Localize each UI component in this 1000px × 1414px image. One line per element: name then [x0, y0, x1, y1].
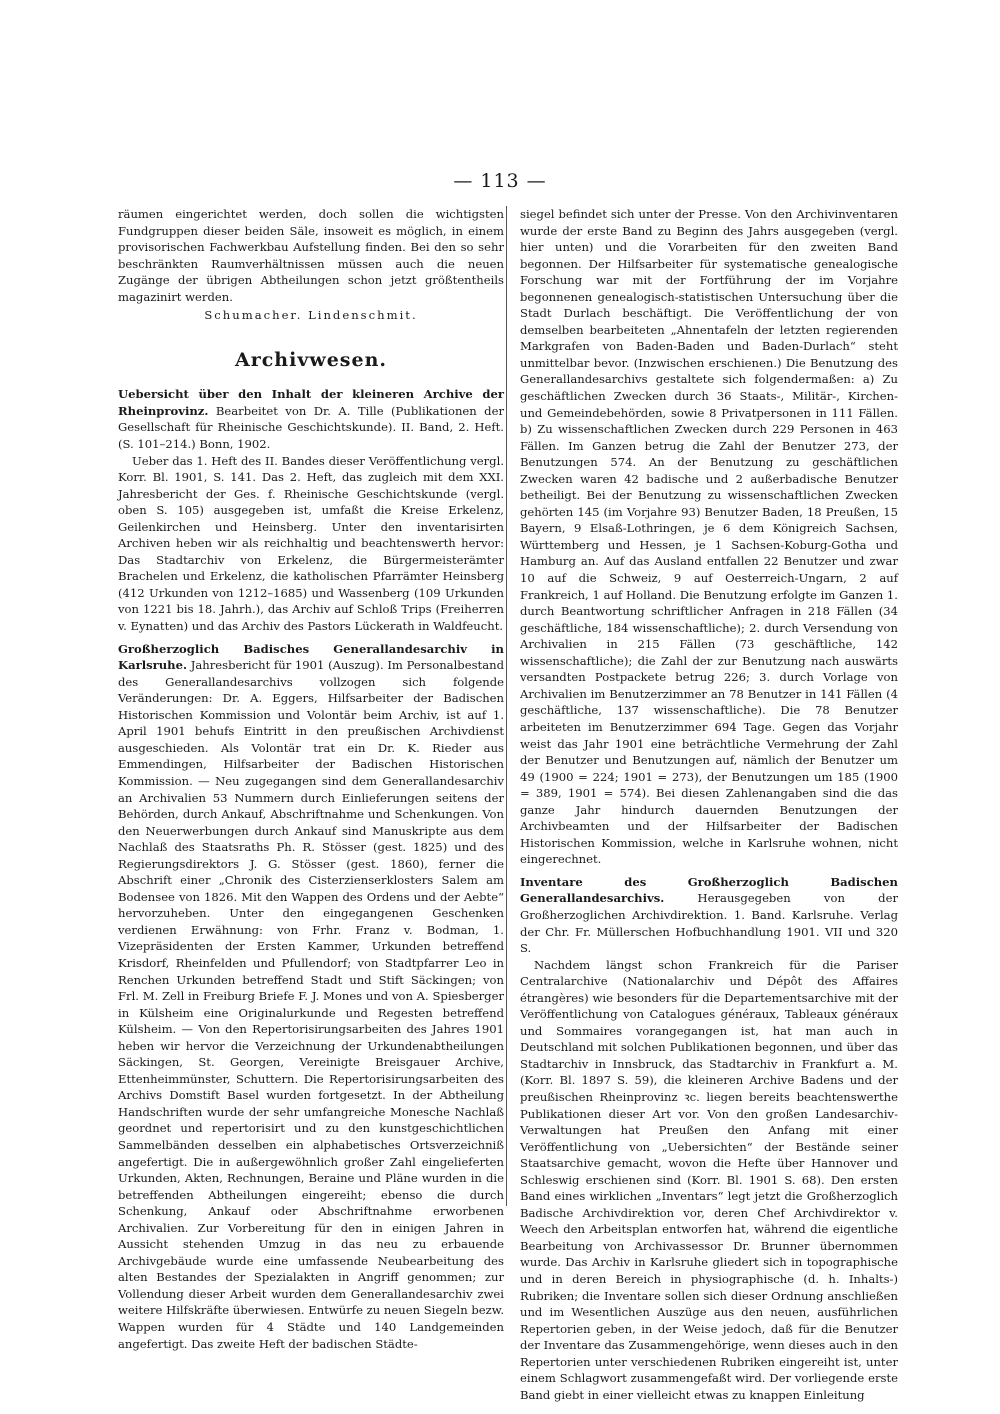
- article-3-heading: [520, 874, 898, 957]
- column-divider: [506, 206, 507, 1206]
- right-column: [512, 206, 898, 1403]
- article-2-body: Jahresbericht für 1901 (Auszug). Im Personalbestand des Generallandesarchivs vollzogen sich folgende Veränderungen: Dr. A. Eggers, Hilfsarbeiter der Badischen Historischen Kommission und Volontär beim Archiv, ist auf 1. April 1901 behufs Eintritt in den preußischen Archivdienst ausgeschieden. Als Volontär trat ein Dr. K. Rieder aus Emmendingen, Hilfsarbeiter der Badischen Historischen Kommission. — Neu zugegangen sind dem Generallandesarchiv an Archivalien 53 Nummern durch Einlieferungen seitens der Behörden, durch Ankauf, Abschriftnahme und Schenkungen. Von den Neuerwerbungen durch Ankauf sind Manuskripte aus dem Nachlaß des Staatsraths Ph. R. Stösser (gest. 1825) und des Regierungsdirektors J. G. Stösser (gest. 1860), ferner die Abschrift einer „Chronik des Cisterzienserklosters Salem am Bodensee von 1826. Mit den Wappen des Ordens und der Aebte“ hervorzuheben. Unter den eingegangenen Geschenken verdienen Erwähnung: von Frhr. Franz v. Bodman, 1. Vizepräsidenten der Ersten Kammer, Urkunden betreffend Krisdorf, Rheinfelden und Pfullendorf; von Stadtpfarrer Leo in Renchen Urkunden betreffend Stadt und Stift Säckingen; von Frl. M. Zell in Freiburg Briefe F. J. Mones und von A. Spiesberger in Külsheim eine Originalurkunde und Regesten betreffend Külsheim. — Von den Repertorisirungsarbeiten des Jahres 1901 heben wir hervor die Verzeichnung der Urkundenabtheilungen Säckingen, St. Georgen, Vereinigte Breisgauer Archive, Ettenheimmünster, Schuttern. Die Repertorisirungsarbeiten des Archivs Domstift Basel wurden fortgesetzt. In der Abtheilung Handschriften wurde der sehr umfangreiche Monesche Nachlaß geordnet und repertorisirt und zu den kunstgeschichtlichen Sammelbänden desselben ein alphabetisches Ortsverzeichniß angefertigt. Die in außergewöhnlich großer Zahl eingelieferten Urkunden, Akten, Rechnungen, Beraine und Pläne wurden in die betreffenden Abtheilungen eingereiht; ebenso die durch Schenkung, Ankauf oder Abschriftnahme erworbenen Archivalien. Zur Vorbereitung für den in einigen Jahren in Aussicht stehenden Umzug in das neu zu erbauende Archivgebäude wurde eine umfassende Neubearbeitung des alten Bestandes der Spezialakten in Angriff genommen; zur Vollendung dieser Arbeit wurden dem Generallandesarchiv zwei weitere Hilfskräfte überwiesen. Entwürfe zu neuen Siegeln bezw. Wappen wurden für 4 Städte und 140 Landgemeinden angefertigt. Das zweite Heft der badischen Städte-: [118, 658, 504, 1351]
- continued-paragraph: siegel befindet sich unter der Presse. Von den Archivinventaren wurde der erste Band zu Beginn des Jahrs ausgegeben (vergl. hier unten) und die Vorarbeiten für den zweiten Band begonnen. Der Hilfsarbeiter für systematische genealogische Forschung war mit der Fortführung der im Vorjahre begonnenen genealogisch-statistischen Untersuchung über die Stadt Durlach beschäftigt. Die Veröffentlichung der von demselben bearbeiteten „Ahnentafeln der letzten regierenden Markgrafen von Baden-Baden und Baden-Durlach“ steht unmittelbar bevor. (Inzwischen erschienen.) Die Benutzung des Generallandesarchivs gestaltete sich folgendermaßen: a) Zu geschäftlichen Zwecken durch 36 Staats-, Militär-, Kirchen- und Gemeindebehörden, sowie 8 Privatpersonen in 111 Fällen. b) Zu wissenschaftlichen Zwecken durch 229 Personen in 463 Fällen. Im Ganzen betrug die Zahl der Benutzer 273, der Benutzungen 574. An der Benutzung zu geschäftlichen Zwecken waren 42 badische und 2 außerbadische Benutzer betheiligt. Bei der Benutzung zu wissenschaftlichen Zwecken gehörten 145 (im Vorjahre 93) Benutzer Baden, 18 Preußen, 15 Bayern, 9 Elsaß-Lothringen, je 6 dem Königreich Sachsen, Württemberg und Hessen, je 1 Sachsen-Koburg-Gotha und Hamburg an. Auf das Ausland entfallen 22 Benutzer und zwar 10 auf die Schweiz, 9 auf Oesterreich-Ungarn, 2 auf Frankreich, 1 auf Holland. Die Benutzung erfolgte im Ganzen 1. durch Beantwortung schriftlicher Anfragen in 218 Fällen (34 geschäftliche, 184 wissenschaftliche); 2. durch Versendung von Archivalien in 215 Fällen (73 geschäftliche, 142 wissenschaftliche); die Zahl der zur Benutzung nach auswärts versandten Postpackete betrug 226; 3. durch Vorlage von Archivalien im Benutzerzimmer an 78 Benutzer in 141 Fällen (4 geschäftliche, 137 wissenschaftliche). Die 78 Benutzer arbeiteten im Benutzerzimmer 694 Tage. Gegen das Vorjahr weist das Jahr 1901 eine beträchtliche Vermehrung der Zahl der Benutzer und Benutzungen auf, nämlich der Benutzer um 49 (1900 = 224; 1901 = 273), der Benutzungen um 185 (1900 = 389, 1901 = 574). Bei diesen Zahlenangaben sind die das ganze Jahr hindurch dauernden Benutzungen der Archivbeamten und der Hilfsarbeiter der Badischen Historischen Kommission, welche in Karlsruhe wohnen, nicht eingerechnet.: [520, 207, 898, 867]
- article-1-heading: [118, 386, 504, 452]
- intro-paragraph: räumen eingerichtet werden, doch sollen die wichtigsten Fundgruppen dieser beiden Säle, insoweit es möglich, in einem provisorischen Fachwerkbau Aufstellung finden. Bei den so sehr beschränkten Raumverhältnissen müssen auch die neuen Zugänge der übrigen Abtheilungen schon jetzt größtentheils magazinirt werden.: [118, 207, 504, 304]
- article-1-lead: Uebersicht über den Inhalt der kleineren Archive der Rheinprovinz.: [118, 387, 504, 418]
- page-number: — 113 —: [453, 170, 547, 192]
- signature-line: Schumacher. Lindenschmit.: [204, 308, 418, 323]
- article-1-body: Ueber das 1. Heft des II. Bandes dieser Veröffentlichung vergl. Korr. Bl. 1901, S. 141. Das 2. Heft, das zugleich mit dem XXI. Jahresbericht der Ges. f. Rheinische Geschichtskunde (vergl. oben S. 105) ausgegeben ist, umfaßt die Kreise Erkelenz, Geilenkirchen und Heinsberg. Unter den inventarisirten Archiven heben wir als reichhaltig und beachtenswerth hervor: Das Stadtarchiv von Erkelenz, die Bürgermeisterämter Brachelen und Erkelenz, die katholischen Pfarrämter Heinsberg (412 Urkunden von 1212–1685) und Wassenberg (109 Urkunden von 1221 bis 18. Jahrh.), das Archiv auf Schloß Trips (Freiherren v. Eynatten) und das Archiv des Pastors Lückerath in Waldfeucht.: [118, 453, 504, 634]
- article-3-lead: Inventare des Großherzoglich Badischen Generallandesarchivs.: [520, 874, 898, 906]
- left-column: [118, 206, 504, 1352]
- section-title: Archivwesen.: [234, 348, 388, 371]
- article-2-lead: Großherzoglich Badisches Generallandesarchiv in Karlsruhe.: [118, 641, 504, 673]
- article-3-reference: Herausgegeben von der Großherzoglichen Archivdirektion. 1. Band. Karlsruhe. Verlag der Chr. Fr. Müllerschen Hofbuchhandlung 1901. VII und 320 S.: [520, 891, 898, 956]
- article-3-body: Nachdem längst schon Frankreich für die Pariser Centralarchive (Nationalarchiv und Dépôt des Affaires étrangères) wie besonders für die Departementsarchive mit der Veröffentlichung von Catalogues généraux, Tableaux généraux und Sommaires vorangegangen ist, hat man auch in Deutschland mit solchen Publikationen begonnen, und über das Stadtarchiv in Innsbruck, das Stadtarchiv in Frankfurt a. M. (Korr. Bl. 1897 S. 59), die kleineren Archive Badens und der preußischen Rheinprovinz ꝛc. liegen bereits beachtenswerthe Publikationen dieser Art vor. Von den großen Landesarchiv-Verwaltungen hat Preußen den Anfang mit einer Veröffentlichung von „Uebersichten“ der Bestände seiner Staatsarchive gemacht, wovon die Hefte über Hannover und Schleswig erschienen sind (Korr. Bl. 1901 S. 68). Den ersten Band eines wirklichen „Inventars“ legt jetzt die Großherzoglich Badische Archivdirektion vor, deren Chef Archivdirektor v. Weech den Arbeitsplan entworfen hat, während die eigentliche Bearbeitung von Archivassessor Dr. Brunner übernommen wurde. Das Archiv in Karlsruhe gliedert sich in topographische und in deren Bereich in physiographische (d. h. Inhalts-) Rubriken; die Inventare sollen sich dieser Ordnung anschließen und im Wesentlichen Auszüge aus den neuen, ausführlichen Repertorien geben, in der Weise jedoch, daß für die Benutzer der Inventare das Zusammengehörige, wenn dieses auch in den Repertorien unter verschiedenen Rubriken eingereiht ist, unter einem Schlagwort zusammengefaßt wird. Der vorliegende erste Band giebt in einer vielleicht etwas zu knappen Einleitung: [520, 957, 898, 1402]
- article-2: [118, 641, 504, 1353]
- article-1-reference: Bearbeitet von Dr. A. Tille (Publikationen der Gesellschaft für Rheinische Geschichtskunde). II. Band, 2. Heft. (S. 101–214.) Bonn, 1902.: [118, 403, 504, 452]
